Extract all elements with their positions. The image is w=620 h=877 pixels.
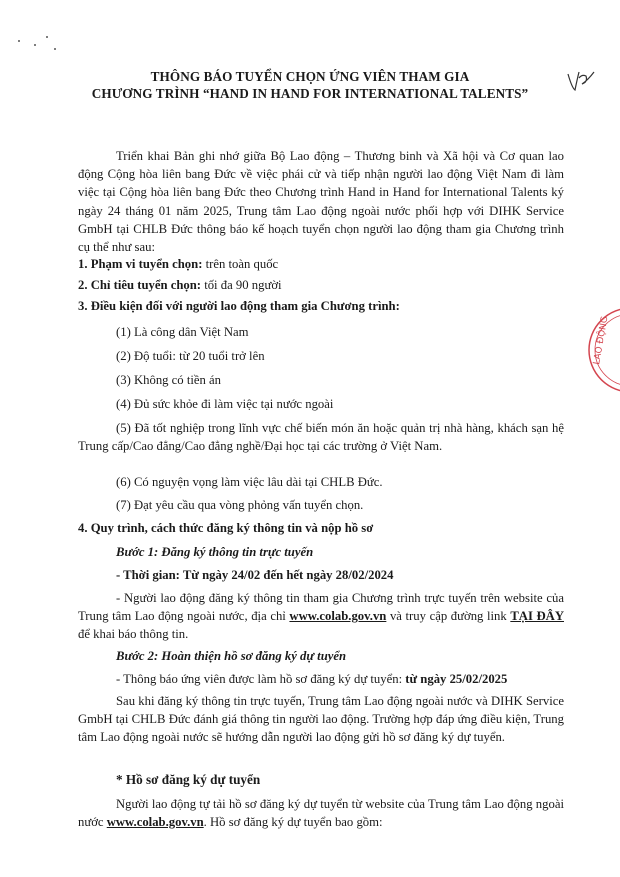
section-scope: [78, 255, 278, 273]
step1-body-text: - Người lao động đăng ký thông tin tham gia Chương trình trực tuyến trên website của Trung tâm Lao động ngoài nước, địa chỉ: [78, 591, 564, 624]
colab-website-link-2[interactable]: www.colab.gov.vn: [106, 815, 204, 830]
step1-title: Bước 1: Đăng ký thông tin trực tuyến: [116, 545, 314, 559]
dossier-body: [78, 795, 564, 831]
section-conditions-heading: 3. Điều kiện đối với người lao động tham gia Chương trình:: [78, 299, 400, 313]
intro-paragraph: Triển khai Bản ghi nhớ giữa Bộ Lao động – Thương binh và Xã hội và Cơ quan lao động Cộng hòa liên bang Đức về việc phái cử và tiếp nhận người lao động Việt Nam đi làm việc tại Cộng hòa liên bang Đức theo Chương trình Hand in Hand for International Talents ký ngày 24 tháng 01 năm 2025, Trung tâm Lao động ngoài nước phối hợp với DIHK Service GmbH tại CHLB Đức thông báo kế hoạch tuyển chọn người lao động tham gia Chương trình cụ thể như sau:: [78, 149, 564, 255]
section-quota-label: 2. Chỉ tiêu tuyển chọn:: [78, 278, 202, 292]
document-title-line2: CHƯƠNG TRÌNH “HAND IN HAND FOR INTERNATIONAL TALENTS”: [91, 86, 529, 101]
condition-item: (6) Có nguyện vọng làm việc lâu dài tại CHLB Đức.: [116, 475, 383, 489]
step1-body-end: để khai báo thông tin.: [78, 627, 189, 642]
colab-website-link[interactable]: www.colab.gov.vn: [289, 609, 387, 624]
section-scope-label: 1. Phạm vi tuyển chọn:: [78, 257, 203, 271]
handwritten-initial-icon: [566, 66, 596, 96]
step1-body-text-2: và truy cập đường link: [386, 609, 511, 624]
condition-item: (4) Đủ sức khỏe đi làm việc tại nước ngoài: [116, 397, 334, 411]
dossier-body-text: Người lao động tự tải hồ sơ đăng ký dự tuyển từ website của Trung tâm Lao động ngoài nước: [78, 797, 564, 830]
section-quota: [78, 276, 282, 294]
step2-notice-date: từ ngày 25/02/2025: [405, 672, 508, 686]
step2-body: Sau khi đăng ký thông tin trực tuyến, Trung tâm Lao động ngoài nước và DIHK Service GmbH tại CHLB Đức đánh giá thông tin người lao động. Trường hợp đáp ứng điều kiện, Trung tâm Lao động ngoài nước sẽ hướng dẫn người lao động gửi hồ sơ đăng ký dự tuyển.: [78, 694, 564, 745]
step2-title: Bước 2: Hoàn thiện hồ sơ đăng ký dự tuyển: [116, 649, 347, 663]
dossier-body-end: . Hồ sơ đăng ký dự tuyển bao gồm:: [203, 815, 383, 830]
register-here-link[interactable]: TẠI ĐÂY: [510, 609, 564, 624]
section-procedure-heading: 4. Quy trình, cách thức đăng ký thông tin và nộp hồ sơ: [78, 521, 374, 535]
section-quota-value: tối đa 90 người: [201, 278, 282, 292]
condition-item: (1) Là công dân Việt Nam: [116, 325, 249, 339]
document-title-line1: THÔNG BÁO TUYỂN CHỌN ỨNG VIÊN THAM GIA: [150, 69, 470, 84]
condition-item: (7) Đạt yêu cầu qua vòng phỏng vấn tuyển chọn.: [116, 498, 364, 512]
condition-item: (2) Độ tuổi: từ 20 tuổi trở lên: [116, 349, 265, 363]
step2-notice: [116, 670, 507, 688]
step1-time: - Thời gian: Từ ngày 24/02 đến hết ngày 28/02/2024: [116, 568, 394, 582]
step1-body: [78, 589, 564, 644]
dossier-title: * Hồ sơ đăng ký dự tuyển: [116, 772, 261, 787]
red-seal-stamp-icon: [585, 305, 620, 395]
step2-notice-prefix: - Thông báo ứng viên được làm hồ sơ đăng ký dự tuyển:: [116, 672, 406, 686]
condition-item: (3) Không có tiền án: [116, 373, 221, 387]
svg-text:LAO ĐỘNG: LAO ĐỘNG: [592, 315, 611, 366]
section-scope-value: trên toàn quốc: [202, 257, 279, 271]
condition-item: (5) Đã tốt nghiệp trong lĩnh vực chế biến món ăn hoặc quản trị nhà hàng, khách sạn hệ Trung cấp/Cao đẳng/Cao đẳng nghề/Đại học tại các trường ở Việt Nam.: [78, 421, 564, 454]
